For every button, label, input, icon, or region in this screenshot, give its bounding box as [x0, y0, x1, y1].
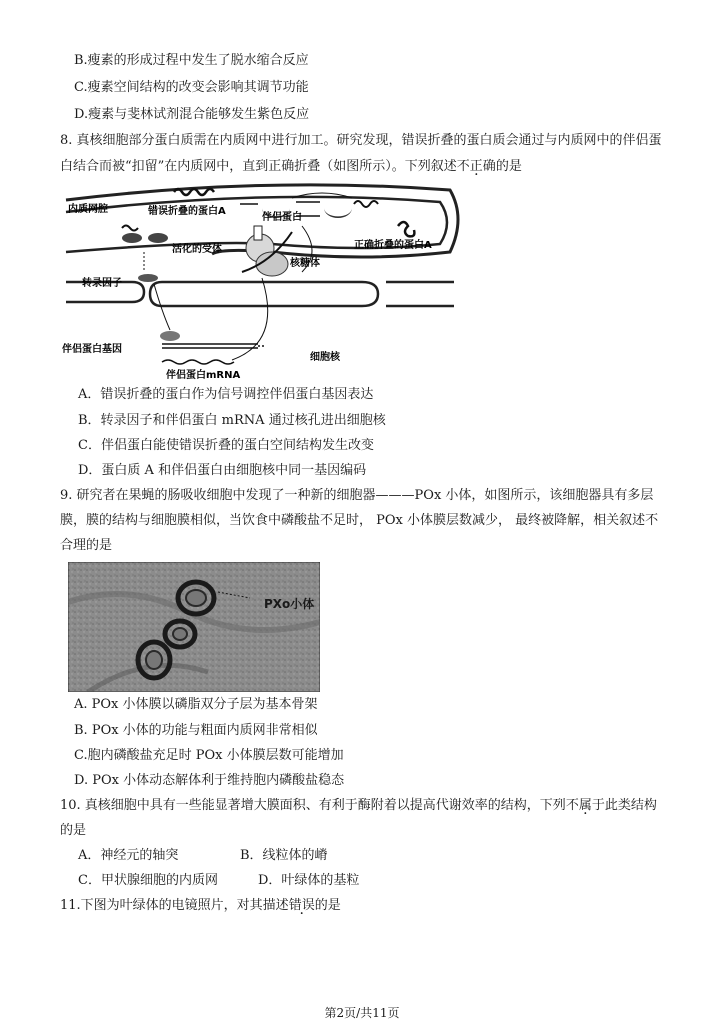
pox-label: PXo小体: [264, 597, 315, 611]
pox-micrograph: [68, 562, 320, 692]
q11-stem-end: 的是: [314, 898, 341, 913]
label-nucleus: 细胞核: [310, 352, 340, 363]
q10-emphasis: 不属于: [565, 798, 605, 813]
q8-option-b: B．转录因子和伴侣蛋白 mRNA 通过核孔进出细胞核: [78, 413, 386, 428]
q8-option-c: C．伴侣蛋白能使错误折叠的蛋白空间结构发生改变: [78, 438, 374, 453]
label-misfolded: 错误折叠的蛋白A: [148, 206, 226, 217]
q9-stem-line1: 9. 研究者在果蝇的肠吸收细胞中发现了一种新的细胞器———POx 小体，如图所示，该细胞器具有多层: [60, 488, 654, 503]
q8-option-a: A．错误折叠的蛋白作为信号调控伴侣蛋白基因表达: [78, 387, 374, 402]
label-ribosome: 核糖体: [290, 258, 320, 269]
label-er-lumen: 内质网腔: [68, 204, 108, 215]
q9-option-d: D. POx 小体动态解体利于维持胞内磷酸盐稳态: [74, 773, 345, 788]
q8-emphasis: 不正确: [456, 159, 496, 174]
q10-stem-line1: [60, 797, 657, 815]
q10-option-d: D．叶绿体的基粒: [258, 873, 360, 888]
page-footer: 第2页/共11页: [324, 1006, 400, 1020]
q10-stem-text: 10. 真核细胞中具有一些能显著增大膜面积、有利于酶附着以提高代谢效率的结构，下列: [60, 798, 566, 813]
label-tf: 转录因子: [82, 278, 122, 289]
q9-stem-line3: 合理的是: [60, 538, 113, 553]
q8-stem-line1: 8. 真核细胞部分蛋白质需在内质网中进行加工。研究发现，错误折叠的蛋白质会通过与内质网中的伴侣蛋: [60, 133, 662, 148]
q11-stem-text: 11.下图为叶绿体的电镜照片，对其描述: [60, 898, 289, 913]
label-receptor: 活化的受体: [172, 244, 222, 255]
label-gene: 伴侣蛋白基因: [62, 344, 122, 355]
q8-stem-end: 的是: [495, 159, 522, 174]
q7-option-b: B.瘦素的形成过程中发生了脱水缩合反应: [74, 53, 309, 68]
label-correct-folded: 正确折叠的蛋白A: [354, 240, 432, 251]
q8-option-d: D．蛋白质 A 和伴侣蛋白由细胞核中同一基因编码: [78, 463, 367, 478]
q10-option-c: C．甲状腺细胞的内质网: [78, 873, 218, 888]
q10-stem-line2: 的是: [60, 823, 87, 838]
q7-option-d: D.瘦素与斐林试剂混合能够发生紫色反应: [74, 107, 310, 122]
q10-stem-end: 此类结构: [604, 798, 657, 813]
q8-stem-line2: [60, 158, 522, 176]
label-chaperone: 伴侣蛋白: [262, 212, 302, 223]
q9-option-c: C.胞内磷酸盐充足时 POx 小体膜层数可能增加: [74, 748, 344, 763]
q9-option-b: B. POx 小体的功能与粗面内质网非常相似: [74, 723, 318, 738]
q10-option-b: B．线粒体的嵴: [240, 848, 328, 863]
q9-option-a: A. POx 小体膜以磷脂双分子层为基本骨架: [74, 697, 318, 712]
q9-stem-line2: 膜，膜的结构与细胞膜相似，当饮食中磷酸盐不足时， POx 小体膜层数减少， 最终被降解，相关叙述不: [60, 513, 659, 528]
label-mrna: 伴侣蛋白mRNA: [166, 370, 241, 381]
er-protein-folding-diagram: [62, 182, 462, 382]
q7-option-c: C.瘦素空间结构的改变会影响其调节功能: [74, 80, 309, 95]
q11-stem: [60, 897, 341, 915]
q8-stem-text: 白结合而被“扣留”在内质网中，直到正确折叠（如图所示）。下列叙述: [60, 159, 457, 174]
q11-emphasis: 错误: [288, 898, 315, 913]
q10-option-a: A．神经元的轴突: [78, 848, 179, 863]
